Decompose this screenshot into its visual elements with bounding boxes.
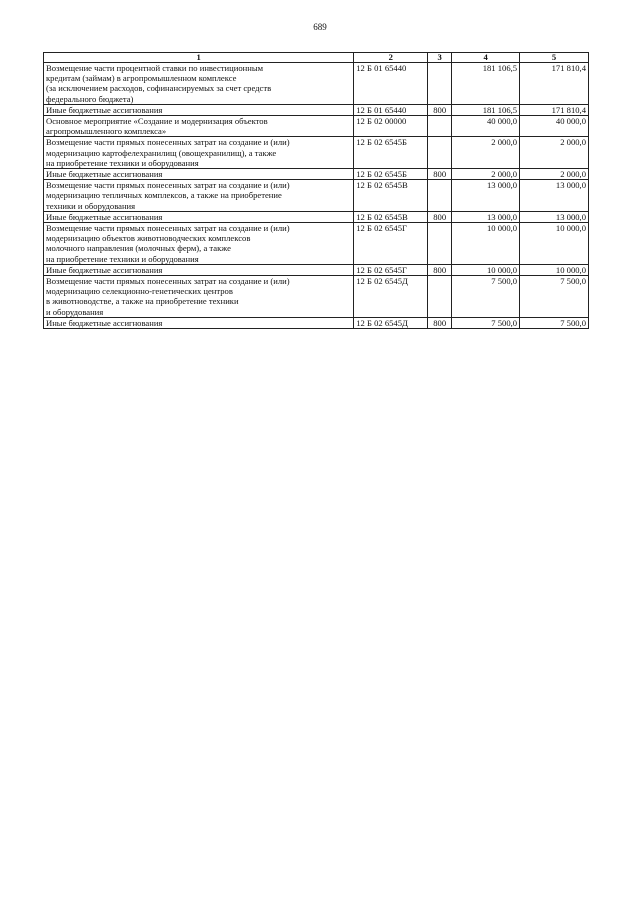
table-header-row [44, 53, 589, 63]
row-name-cell: Основное мероприятие «Создание и модернизация объектов агропромышленного комплекса» [44, 116, 354, 137]
column-header: 2 [354, 53, 428, 63]
row-amount-col5-cell: 10 000,0 [520, 223, 589, 265]
row-amount-col4-cell: 7 500,0 [452, 317, 520, 328]
row-expense-type-cell [428, 223, 452, 265]
column-header: 4 [452, 53, 520, 63]
row-amount-col4-cell: 2 000,0 [452, 137, 520, 169]
row-amount-col5-cell: 13 000,0 [520, 180, 589, 212]
row-expense-type-cell [428, 137, 452, 169]
row-name-cell: Возмещение части прямых понесенных затрат на создание и (или) модернизацию селекционно-генетических центров в животноводстве, а также на приобретение техники и оборудования [44, 276, 354, 318]
row-code-cell: 12 Б 02 6545В [354, 211, 428, 222]
column-header: 3 [428, 53, 452, 63]
row-code-cell: 12 Б 02 6545В [354, 180, 428, 212]
row-amount-col4-cell: 13 000,0 [452, 180, 520, 212]
row-amount-col4-cell: 181 106,5 [452, 104, 520, 115]
row-code-cell: 12 Б 02 6545Б [354, 137, 428, 169]
row-expense-type-cell: 800 [428, 104, 452, 115]
row-amount-col5-cell: 2 000,0 [520, 169, 589, 180]
row-name-cell: Иные бюджетные ассигнования [44, 317, 354, 328]
row-name-cell: Возмещение части прямых понесенных затрат на создание и (или) модернизацию картофелехранилищ (овощехранилищ), а также на приобретение техники и оборудования [44, 137, 354, 169]
row-code-cell: 12 Б 02 6545Г [354, 264, 428, 275]
table-row [44, 169, 589, 180]
row-code-cell: 12 Б 01 65440 [354, 63, 428, 105]
row-code-cell: 12 Б 02 6545Д [354, 276, 428, 318]
row-name-cell: Иные бюджетные ассигнования [44, 169, 354, 180]
table-row [44, 116, 589, 137]
column-header: 5 [520, 53, 589, 63]
row-expense-type-cell [428, 116, 452, 137]
row-amount-col4-cell: 13 000,0 [452, 211, 520, 222]
row-amount-col5-cell: 13 000,0 [520, 211, 589, 222]
row-amount-col4-cell: 40 000,0 [452, 116, 520, 137]
table-row [44, 276, 589, 318]
row-expense-type-cell: 800 [428, 317, 452, 328]
row-amount-col4-cell: 10 000,0 [452, 264, 520, 275]
row-code-cell: 12 Б 01 65440 [354, 104, 428, 115]
row-amount-col4-cell: 2 000,0 [452, 169, 520, 180]
row-name-cell: Иные бюджетные ассигнования [44, 104, 354, 115]
row-expense-type-cell: 800 [428, 264, 452, 275]
row-name-cell: Возмещение части прямых понесенных затрат на создание и (или) модернизацию тепличных комплексов, а также на приобретение техники и оборудования [44, 180, 354, 212]
table-row [44, 104, 589, 115]
row-amount-col5-cell: 10 000,0 [520, 264, 589, 275]
row-amount-col5-cell: 7 500,0 [520, 276, 589, 318]
table-row [44, 180, 589, 212]
table-row [44, 317, 589, 328]
row-name-cell: Иные бюджетные ассигнования [44, 211, 354, 222]
table-row [44, 223, 589, 265]
row-code-cell: 12 Б 02 6545Г [354, 223, 428, 265]
row-code-cell: 12 Б 02 00000 [354, 116, 428, 137]
row-amount-col5-cell: 2 000,0 [520, 137, 589, 169]
row-code-cell: 12 Б 02 6545Д [354, 317, 428, 328]
table-row [44, 264, 589, 275]
budget-table [43, 52, 589, 329]
row-name-cell: Иные бюджетные ассигнования [44, 264, 354, 275]
row-amount-col4-cell: 7 500,0 [452, 276, 520, 318]
page-number: 689 [313, 22, 327, 32]
column-header: 1 [44, 53, 354, 63]
row-expense-type-cell [428, 180, 452, 212]
row-amount-col5-cell: 171 810,4 [520, 104, 589, 115]
row-code-cell: 12 Б 02 6545Б [354, 169, 428, 180]
row-amount-col5-cell: 40 000,0 [520, 116, 589, 137]
row-amount-col5-cell: 7 500,0 [520, 317, 589, 328]
table-row [44, 63, 589, 105]
row-expense-type-cell: 800 [428, 169, 452, 180]
row-name-cell: Возмещение части процентной ставки по инвестиционным кредитам (займам) в агропромышленном комплексе (за исключением расходов, софинансируемых за счет средств федерального бюджета) [44, 63, 354, 105]
table-row [44, 211, 589, 222]
table-body [44, 63, 589, 329]
row-expense-type-cell [428, 63, 452, 105]
row-expense-type-cell [428, 276, 452, 318]
row-amount-col5-cell: 171 810,4 [520, 63, 589, 105]
row-amount-col4-cell: 181 106,5 [452, 63, 520, 105]
row-name-cell: Возмещение части прямых понесенных затрат на создание и (или) модернизацию объектов животноводческих комплексов молочного направления (молочных ферм), а также на приобретение техники и оборудования [44, 223, 354, 265]
table-row [44, 137, 589, 169]
row-amount-col4-cell: 10 000,0 [452, 223, 520, 265]
row-expense-type-cell: 800 [428, 211, 452, 222]
